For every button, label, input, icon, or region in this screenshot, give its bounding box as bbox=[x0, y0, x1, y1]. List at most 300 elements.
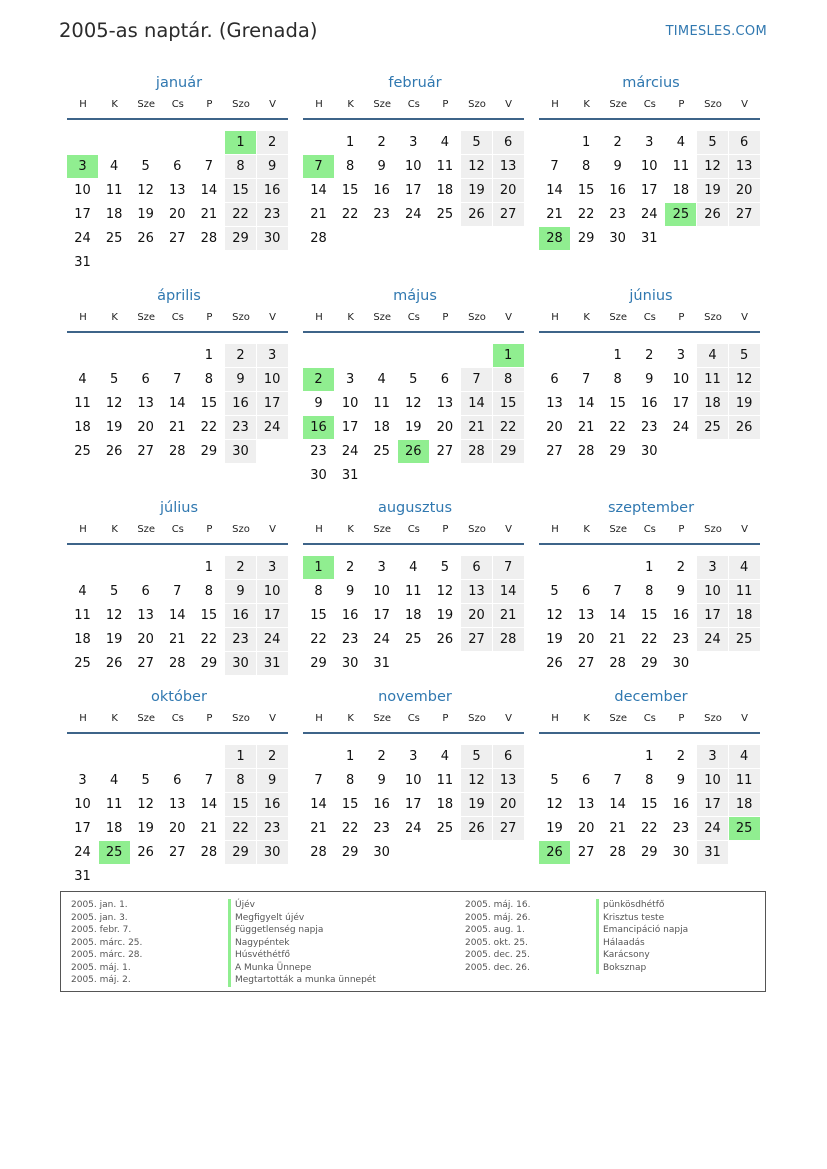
day-cell: 13 bbox=[137, 608, 154, 623]
header-rule bbox=[539, 118, 760, 120]
day-cell: 23 bbox=[225, 416, 256, 439]
day-cell: 11 bbox=[105, 797, 123, 812]
day-cell: 24 bbox=[373, 632, 390, 647]
day-cell: 28 bbox=[493, 628, 524, 651]
day-cell: 18 bbox=[729, 793, 760, 816]
weekday-label: Szo bbox=[232, 524, 250, 535]
weekday-label: Cs bbox=[643, 524, 656, 535]
day-cell: 1 bbox=[345, 135, 355, 150]
day-cell: 10 bbox=[697, 580, 728, 603]
day-cell: 24 bbox=[672, 420, 690, 435]
weekday-label: K bbox=[583, 713, 590, 724]
day-cell: 4 bbox=[78, 584, 87, 599]
legend-holiday-name: Megtartották a munka ünnepét bbox=[228, 974, 376, 987]
day-cell: 10 bbox=[641, 159, 658, 174]
day-cell: 3 bbox=[78, 773, 87, 788]
day-cell: 22 bbox=[341, 821, 359, 836]
weekday-label: K bbox=[111, 524, 118, 535]
day-cell: 6 bbox=[440, 372, 450, 387]
legend-holiday-name: Hálaadás bbox=[596, 937, 688, 950]
day-cell: 20 bbox=[546, 420, 563, 435]
day-cell: 13 bbox=[493, 769, 524, 792]
day-cell: 16 bbox=[303, 416, 334, 439]
weekday-label: P bbox=[678, 312, 685, 323]
day-cell: 24 bbox=[74, 845, 91, 860]
weekday-label: Cs bbox=[643, 713, 656, 724]
day-cell: 27 bbox=[493, 817, 524, 840]
month-title: március bbox=[622, 75, 680, 91]
day-cell: 10 bbox=[341, 396, 359, 411]
day-cell: 4 bbox=[440, 749, 450, 764]
day-cell: 29 bbox=[493, 440, 524, 463]
day-cell: 27 bbox=[546, 444, 563, 459]
holiday-legend bbox=[60, 891, 766, 992]
day-cell: 5 bbox=[109, 584, 119, 599]
day-cell: 2 bbox=[676, 749, 686, 764]
weekday-label: Sze bbox=[373, 713, 392, 724]
day-cell: 26 bbox=[729, 416, 760, 439]
day-cell: 5 bbox=[697, 131, 728, 154]
day-cell: 15 bbox=[200, 608, 218, 623]
day-cell: 21 bbox=[169, 632, 186, 647]
month-title: május bbox=[393, 288, 437, 304]
day-cell: 11 bbox=[697, 368, 728, 391]
day-cell: 18 bbox=[436, 797, 454, 812]
legend-holiday-name: Karácsony bbox=[596, 949, 688, 962]
day-cell: 25 bbox=[436, 821, 454, 836]
day-cell: 17 bbox=[74, 821, 91, 836]
day-cell: 16 bbox=[225, 604, 256, 627]
weekday-label: Cs bbox=[407, 713, 420, 724]
day-cell: 9 bbox=[225, 580, 256, 603]
legend-date: 2005. máj. 1. bbox=[71, 962, 131, 973]
day-cell: 4 bbox=[729, 745, 760, 768]
day-cell: 19 bbox=[105, 632, 123, 647]
day-cell: 29 bbox=[609, 444, 626, 459]
day-cell: 5 bbox=[440, 560, 450, 575]
header-rule bbox=[539, 732, 760, 734]
day-cell: 26 bbox=[137, 845, 154, 860]
day-cell: 20 bbox=[729, 179, 760, 202]
weekday-label: Sze bbox=[609, 312, 628, 323]
day-cell: 13 bbox=[546, 396, 563, 411]
weekday-label: H bbox=[551, 99, 559, 110]
day-cell: 31 bbox=[341, 468, 359, 483]
weekday-label: Cs bbox=[643, 99, 656, 110]
day-cell: 23 bbox=[609, 207, 626, 222]
weekday-label: Sze bbox=[137, 312, 156, 323]
day-cell: 16 bbox=[341, 608, 359, 623]
day-cell: 16 bbox=[373, 183, 390, 198]
day-cell: 4 bbox=[697, 344, 728, 367]
day-cell: 18 bbox=[105, 821, 123, 836]
day-cell: 24 bbox=[697, 628, 728, 651]
header-rule bbox=[303, 543, 524, 545]
weekday-label: Sze bbox=[373, 99, 392, 110]
day-cell: 24 bbox=[74, 231, 91, 246]
day-cell: 12 bbox=[137, 183, 154, 198]
day-cell: 9 bbox=[225, 368, 256, 391]
day-cell: 18 bbox=[729, 604, 760, 627]
day-cell: 6 bbox=[173, 159, 182, 174]
day-cell: 10 bbox=[405, 159, 422, 174]
day-cell: 26 bbox=[398, 440, 429, 463]
day-cell: 12 bbox=[461, 155, 492, 178]
day-cell: 23 bbox=[310, 444, 327, 459]
header-rule bbox=[539, 331, 760, 333]
day-cell: 22 bbox=[641, 632, 658, 647]
day-cell: 28 bbox=[169, 656, 186, 671]
day-cell: 18 bbox=[405, 608, 422, 623]
day-cell: 14 bbox=[200, 797, 218, 812]
day-cell: 13 bbox=[169, 183, 186, 198]
day-cell: 22 bbox=[641, 821, 658, 836]
day-cell: 11 bbox=[373, 396, 390, 411]
weekday-label: H bbox=[79, 524, 87, 535]
day-cell: 2 bbox=[377, 135, 386, 150]
weekday-label: Cs bbox=[643, 312, 656, 323]
day-cell: 25 bbox=[105, 231, 123, 246]
day-cell: 25 bbox=[373, 444, 390, 459]
day-cell: 21 bbox=[493, 604, 524, 627]
weekday-label: H bbox=[315, 99, 323, 110]
legend-holiday-name: Függetlenség napja bbox=[228, 924, 376, 937]
day-cell: 21 bbox=[200, 207, 218, 222]
weekday-label: H bbox=[79, 99, 87, 110]
day-cell: 29 bbox=[225, 841, 256, 864]
day-cell: 26 bbox=[539, 841, 570, 864]
day-cell: 17 bbox=[641, 183, 658, 198]
day-cell: 28 bbox=[310, 845, 327, 860]
day-cell: 21 bbox=[609, 821, 626, 836]
weekday-label: P bbox=[206, 312, 213, 323]
day-cell: 16 bbox=[257, 179, 288, 202]
day-cell: 29 bbox=[641, 656, 658, 671]
day-cell: 22 bbox=[310, 632, 327, 647]
day-cell: 16 bbox=[672, 608, 690, 623]
day-cell: 29 bbox=[225, 227, 256, 250]
weekday-label: V bbox=[741, 99, 749, 110]
day-cell: 8 bbox=[345, 773, 355, 788]
day-cell: 23 bbox=[257, 817, 288, 840]
day-cell: 7 bbox=[303, 155, 334, 178]
legend-dates-left bbox=[71, 899, 142, 987]
day-cell: 15 bbox=[493, 392, 524, 415]
weekday-label: Szo bbox=[232, 713, 250, 724]
day-cell: 17 bbox=[405, 797, 422, 812]
day-cell: 7 bbox=[613, 584, 622, 599]
day-cell: 3 bbox=[345, 372, 355, 387]
day-cell: 26 bbox=[137, 231, 154, 246]
day-cell: 9 bbox=[676, 773, 686, 788]
day-cell: 17 bbox=[341, 420, 359, 435]
day-cell: 14 bbox=[609, 608, 626, 623]
day-cell: 14 bbox=[546, 183, 563, 198]
weekday-label: P bbox=[678, 99, 685, 110]
day-cell: 2 bbox=[676, 560, 686, 575]
day-cell: 8 bbox=[204, 372, 214, 387]
weekday-label: V bbox=[505, 524, 513, 535]
day-cell: 29 bbox=[641, 845, 658, 860]
weekday-label: P bbox=[678, 713, 685, 724]
day-cell: 29 bbox=[200, 444, 218, 459]
weekday-header bbox=[539, 305, 763, 331]
weekday-label: H bbox=[315, 524, 323, 535]
day-cell: 24 bbox=[257, 416, 288, 439]
legend-date: 2005. máj. 2. bbox=[71, 975, 131, 985]
day-cell: 15 bbox=[341, 797, 359, 812]
day-cell: 19 bbox=[436, 608, 454, 623]
weekday-label: Cs bbox=[407, 524, 420, 535]
day-cell: 13 bbox=[493, 155, 524, 178]
month-title: április bbox=[157, 288, 201, 304]
day-cell: 7 bbox=[613, 773, 622, 788]
day-cell: 4 bbox=[109, 159, 119, 174]
day-cell: 14 bbox=[310, 183, 327, 198]
weekday-label: Cs bbox=[171, 713, 184, 724]
day-cell: 18 bbox=[373, 420, 390, 435]
day-cell: 25 bbox=[729, 628, 760, 651]
day-cell: 9 bbox=[613, 159, 622, 174]
day-cell: 6 bbox=[493, 131, 524, 154]
legend-date: 2005. máj. 26. bbox=[465, 912, 531, 923]
day-cell: 30 bbox=[257, 841, 288, 864]
day-cell: 3 bbox=[409, 135, 418, 150]
day-cell: 22 bbox=[200, 632, 218, 647]
day-cell: 30 bbox=[609, 231, 626, 246]
day-cell: 23 bbox=[672, 821, 690, 836]
day-cell: 20 bbox=[493, 793, 524, 816]
day-cell: 3 bbox=[409, 749, 418, 764]
day-cell: 15 bbox=[310, 608, 327, 623]
weekday-label: K bbox=[347, 312, 354, 323]
legend-names-left bbox=[228, 899, 376, 987]
weekday-label: P bbox=[442, 713, 449, 724]
legend-date: 2005. máj. 16. bbox=[465, 900, 531, 910]
legend-dates-right bbox=[465, 899, 530, 974]
weekday-label: Sze bbox=[137, 713, 156, 724]
legend-date: 2005. febr. 7. bbox=[71, 925, 132, 935]
site-link[interactable]: TIMESLES.COM bbox=[665, 24, 767, 39]
day-cell: 11 bbox=[74, 608, 91, 623]
day-cell: 17 bbox=[373, 608, 390, 623]
day-cell: 6 bbox=[550, 372, 559, 387]
day-cell: 13 bbox=[577, 797, 595, 812]
day-cell: 9 bbox=[345, 584, 355, 599]
day-cell: 20 bbox=[137, 632, 154, 647]
day-cell: 6 bbox=[173, 773, 182, 788]
day-cell: 18 bbox=[436, 183, 454, 198]
day-cell: 23 bbox=[257, 203, 288, 226]
day-cell: 13 bbox=[436, 396, 454, 411]
day-cell: 18 bbox=[74, 420, 91, 435]
weekday-label: V bbox=[741, 524, 749, 535]
day-cell: 31 bbox=[373, 656, 390, 671]
weekday-label: V bbox=[505, 312, 513, 323]
weekday-label: P bbox=[206, 524, 213, 535]
day-cell: 8 bbox=[225, 769, 256, 792]
day-cell: 7 bbox=[461, 368, 492, 391]
day-cell: 19 bbox=[137, 821, 154, 836]
weekday-header bbox=[67, 305, 291, 331]
day-cell: 27 bbox=[729, 203, 760, 226]
day-cell: 6 bbox=[141, 372, 150, 387]
header-rule bbox=[303, 732, 524, 734]
day-cell: 25 bbox=[729, 817, 760, 840]
weekday-header bbox=[539, 92, 763, 118]
weekday-label: Szo bbox=[232, 312, 250, 323]
day-cell: 22 bbox=[493, 416, 524, 439]
day-cell: 7 bbox=[173, 372, 182, 387]
day-cell: 2 bbox=[225, 344, 256, 367]
day-cell: 2 bbox=[377, 749, 386, 764]
day-cell: 31 bbox=[74, 869, 91, 884]
weekday-label: V bbox=[269, 524, 277, 535]
day-cell: 10 bbox=[257, 368, 288, 391]
day-cell: 13 bbox=[461, 580, 492, 603]
day-cell: 13 bbox=[729, 155, 760, 178]
weekday-header bbox=[67, 92, 291, 118]
day-cell: 12 bbox=[697, 155, 728, 178]
weekday-label: Szo bbox=[468, 524, 486, 535]
day-cell: 4 bbox=[109, 773, 119, 788]
day-cell: 4 bbox=[440, 135, 450, 150]
day-cell: 11 bbox=[405, 584, 422, 599]
weekday-header bbox=[303, 92, 527, 118]
day-cell: 9 bbox=[377, 159, 386, 174]
day-cell: 4 bbox=[409, 560, 418, 575]
day-cell: 8 bbox=[204, 584, 214, 599]
day-cell: 5 bbox=[550, 773, 559, 788]
day-cell: 1 bbox=[303, 556, 334, 579]
day-cell: 20 bbox=[461, 604, 492, 627]
day-cell: 20 bbox=[577, 821, 595, 836]
day-cell: 24 bbox=[405, 207, 422, 222]
weekday-label: H bbox=[315, 312, 323, 323]
day-cell: 13 bbox=[137, 396, 154, 411]
day-cell: 9 bbox=[645, 372, 654, 387]
day-cell: 1 bbox=[225, 745, 256, 768]
weekday-label: Szo bbox=[704, 524, 722, 535]
day-cell: 15 bbox=[577, 183, 595, 198]
weekday-label: H bbox=[79, 312, 87, 323]
day-cell: 6 bbox=[141, 584, 150, 599]
day-cell: 17 bbox=[672, 396, 690, 411]
day-cell: 30 bbox=[341, 656, 359, 671]
day-cell: 29 bbox=[310, 656, 327, 671]
weekday-label: Szo bbox=[468, 713, 486, 724]
day-cell: 1 bbox=[493, 344, 524, 367]
day-cell: 10 bbox=[697, 769, 728, 792]
day-cell: 22 bbox=[341, 207, 359, 222]
month-title: október bbox=[151, 689, 207, 705]
weekday-label: H bbox=[551, 312, 559, 323]
weekday-label: P bbox=[442, 312, 449, 323]
weekday-header bbox=[67, 517, 291, 543]
day-cell: 3 bbox=[257, 556, 288, 579]
day-cell: 23 bbox=[672, 632, 690, 647]
day-cell: 7 bbox=[581, 372, 591, 387]
day-cell: 19 bbox=[697, 179, 728, 202]
day-cell: 14 bbox=[169, 608, 186, 623]
day-cell: 25 bbox=[74, 444, 91, 459]
day-cell: 28 bbox=[169, 444, 186, 459]
day-cell: 19 bbox=[546, 632, 563, 647]
page-title: 2005-as naptár. (Grenada) bbox=[59, 19, 318, 42]
legend-names-right bbox=[596, 899, 688, 974]
weekday-label: H bbox=[551, 713, 559, 724]
header-rule bbox=[67, 118, 288, 120]
day-cell: 11 bbox=[729, 580, 760, 603]
weekday-label: K bbox=[583, 99, 590, 110]
day-cell: 15 bbox=[225, 179, 256, 202]
day-cell: 26 bbox=[697, 203, 728, 226]
day-cell: 3 bbox=[67, 155, 98, 178]
legend-holiday-name: Boksznap bbox=[596, 962, 688, 975]
legend-holiday-name: Krisztus teste bbox=[596, 912, 688, 925]
day-cell: 3 bbox=[697, 556, 728, 579]
day-cell: 1 bbox=[613, 348, 622, 363]
day-cell: 22 bbox=[577, 207, 595, 222]
weekday-header bbox=[303, 517, 527, 543]
day-cell: 8 bbox=[581, 159, 591, 174]
day-cell: 14 bbox=[609, 797, 626, 812]
day-cell: 5 bbox=[141, 773, 150, 788]
day-cell: 5 bbox=[550, 584, 559, 599]
day-cell: 19 bbox=[137, 207, 154, 222]
weekday-label: V bbox=[269, 713, 277, 724]
weekday-label: K bbox=[111, 99, 118, 110]
weekday-label: K bbox=[347, 713, 354, 724]
day-cell: 15 bbox=[641, 608, 658, 623]
weekday-label: Cs bbox=[407, 312, 420, 323]
day-cell: 7 bbox=[204, 159, 214, 174]
day-cell: 4 bbox=[377, 372, 386, 387]
weekday-label: K bbox=[111, 713, 118, 724]
day-cell: 7 bbox=[550, 159, 559, 174]
weekday-label: K bbox=[583, 524, 590, 535]
day-cell: 8 bbox=[314, 584, 323, 599]
header-rule bbox=[539, 543, 760, 545]
day-cell: 11 bbox=[74, 396, 91, 411]
day-cell: 19 bbox=[405, 420, 422, 435]
day-cell: 24 bbox=[257, 628, 288, 651]
day-cell: 7 bbox=[493, 556, 524, 579]
day-cell: 5 bbox=[461, 745, 492, 768]
day-cell: 3 bbox=[257, 344, 288, 367]
weekday-label: Sze bbox=[609, 99, 628, 110]
month-title: november bbox=[378, 689, 452, 705]
day-cell: 18 bbox=[105, 207, 123, 222]
day-cell: 30 bbox=[641, 444, 658, 459]
day-cell: 23 bbox=[373, 207, 390, 222]
day-cell: 23 bbox=[341, 632, 359, 647]
day-cell: 18 bbox=[697, 392, 728, 415]
day-cell: 25 bbox=[697, 416, 728, 439]
weekday-label: P bbox=[678, 524, 685, 535]
day-cell: 2 bbox=[303, 368, 334, 391]
day-cell: 2 bbox=[645, 348, 654, 363]
weekday-label: H bbox=[79, 713, 87, 724]
day-cell: 13 bbox=[577, 608, 595, 623]
day-cell: 7 bbox=[204, 773, 214, 788]
day-cell: 9 bbox=[676, 584, 686, 599]
legend-date: 2005. dec. 25. bbox=[465, 950, 530, 960]
month-title: július bbox=[159, 500, 199, 516]
day-cell: 21 bbox=[310, 821, 327, 836]
day-cell: 10 bbox=[672, 372, 690, 387]
day-cell: 17 bbox=[405, 183, 422, 198]
